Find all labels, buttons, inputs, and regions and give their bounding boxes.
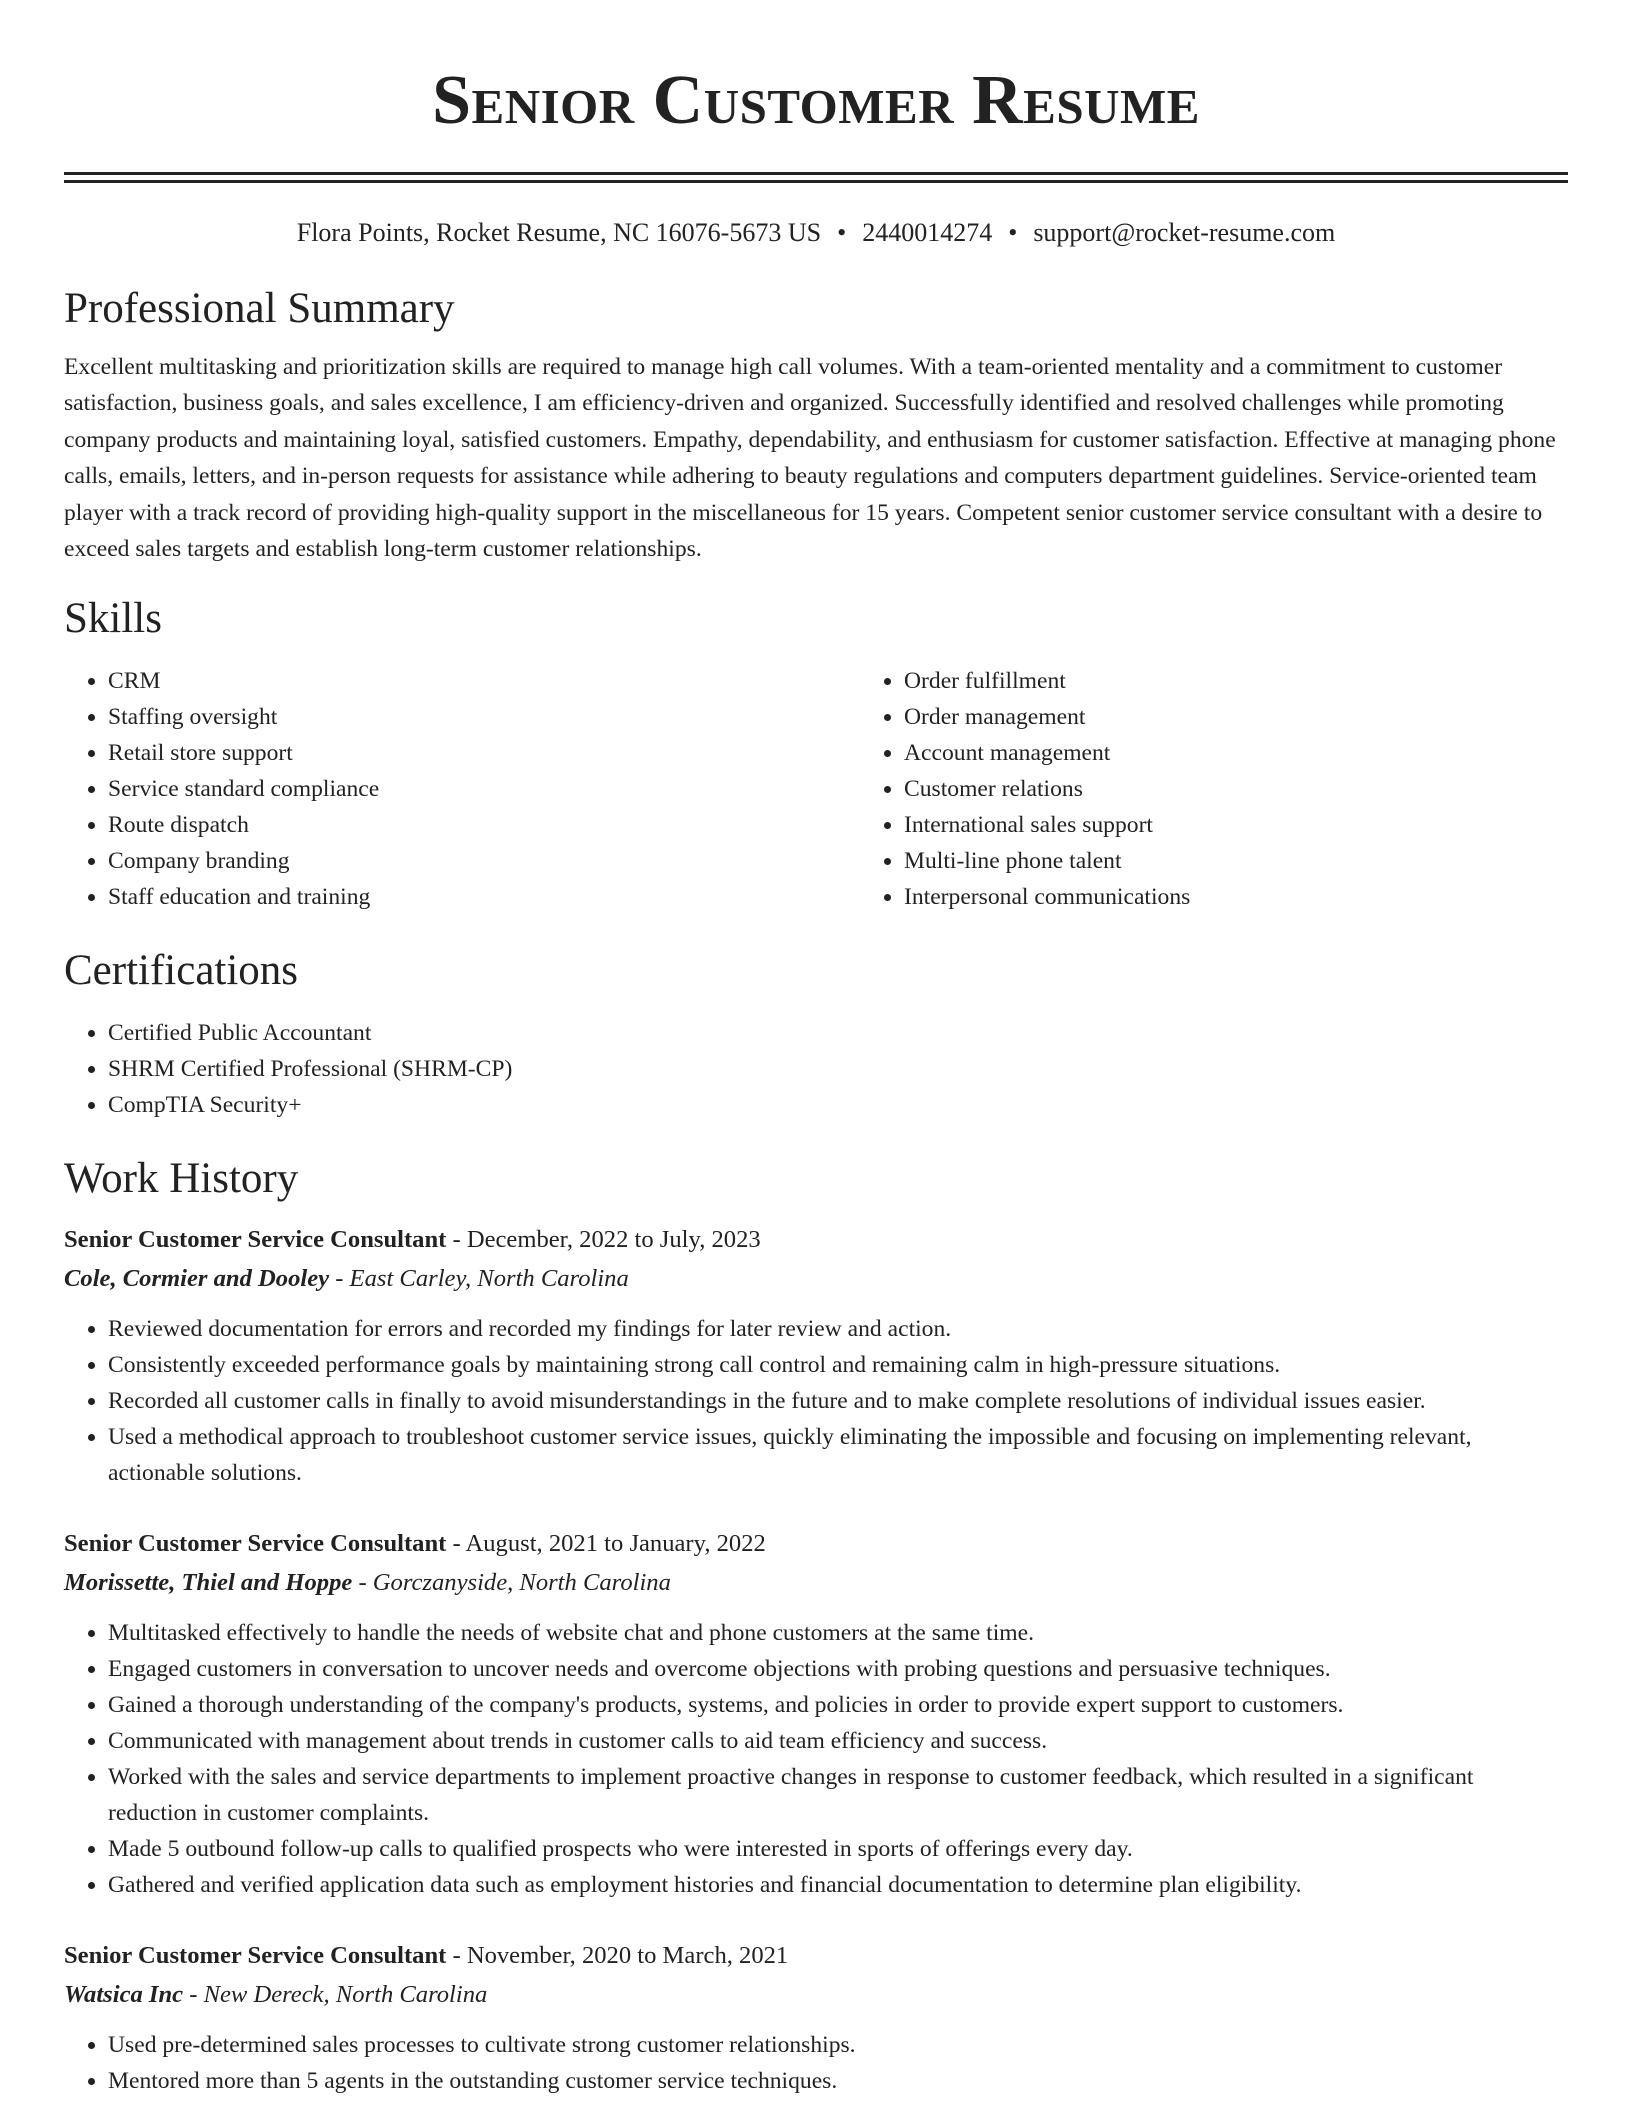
job-dates: - August, 2021 to January, 2022 <box>446 1530 766 1558</box>
skill-item: • CRM <box>108 663 860 699</box>
job-company: Watsica Inc <box>64 1981 184 2009</box>
certification-item: • SHRM Certified Professional (SHRM-CP) <box>108 1051 1568 1087</box>
skill-item: • Company branding <box>108 843 860 879</box>
job-dates: - November, 2020 to March, 2021 <box>446 1942 789 1970</box>
skills-list-right <box>860 663 1632 915</box>
job-company-line <box>64 1975 1568 2015</box>
job-bullets <box>64 1311 1568 1491</box>
job-entry <box>64 1937 1568 2099</box>
contact-phone: 2440014274 <box>862 218 993 247</box>
contact-email: support@rocket-resume.com <box>1033 218 1336 247</box>
title-double-rule <box>64 172 1568 183</box>
job-title-line <box>64 1221 1568 1259</box>
job-bullet: • Engaged customers in conversation to uncover needs and overcome objections with probing questions and persuasive techniques. <box>108 1651 1568 1687</box>
job-bullet: • Recorded all customer calls in finally to avoid misunderstandings in the future and to make complete resolutions of individual issues easier. <box>108 1383 1568 1419</box>
job-bullet: • Gained a thorough understanding of the company's products, systems, and policies in order to provide expert support to customers. <box>108 1687 1568 1723</box>
job-bullet: • Gathered and verified application data such as employment histories and financial documentation to determine plan eligibility. <box>108 1867 1568 1903</box>
job-dates: - December, 2022 to July, 2023 <box>446 1226 761 1254</box>
job-title: Senior Customer Service Consultant <box>64 1942 447 1970</box>
skill-item: • Order fulfillment <box>904 663 1632 699</box>
job-location: - New Dereck, North Carolina <box>183 1981 488 2009</box>
summary-text: Excellent multitasking and prioritization skills are required to manage high call volumes. With a team-oriented mentality and a commitment to customer satisfaction, business goals, and sales excellence, I am efficiency-driven and organized. Successfully identified and resolved challenges while promoting company products and maintaining loyal, satisfied customers. Empathy, dependability, and enthusiasm for customer satisfaction. Effective at managing phone calls, emails, letters, and in-person requests for assistance while adhering to beauty regulations and computers department guidelines. Service-oriented team player with a track record of providing high-quality support in the miscellaneous for 15 years. Competent senior customer service consultant with a desire to exceed sales targets and establish long-term customer relationships. <box>64 354 1556 563</box>
job-entry <box>64 1525 1568 1903</box>
job-bullets <box>64 2027 1568 2099</box>
skill-item: • Route dispatch <box>108 807 860 843</box>
job-bullets <box>64 1615 1568 1903</box>
job-bullet: • Used a methodical approach to troubleshoot customer service issues, quickly eliminating the impossible and focusing on implementing relevant, actionable solutions. <box>108 1419 1568 1491</box>
job-bullet: • Made 5 outbound follow-up calls to qualified prospects who were interested in sports of offerings every day. <box>108 1831 1568 1867</box>
job-bullet: • Communicated with management about trends in customer calls to aid team efficiency and success. <box>108 1723 1568 1759</box>
job-title: Senior Customer Service Consultant <box>64 1530 447 1558</box>
contact-separator: • <box>1008 218 1018 247</box>
skill-item: • Multi-line phone talent <box>904 843 1632 879</box>
job-bullet: • Mentored more than 5 agents in the outstanding customer service techniques. <box>108 2063 1568 2099</box>
summary-heading: Professional Summary <box>64 285 455 332</box>
skill-item: • Customer relations <box>904 771 1632 807</box>
job-company-line <box>64 1563 1568 1603</box>
skills-heading: Skills <box>64 595 162 643</box>
skills-columns <box>64 663 1568 915</box>
contact-address: Flora Points, Rocket Resume, NC 16076-5673 US <box>296 218 822 247</box>
job-bullet: • Reviewed documentation for errors and recorded my findings for later review and action. <box>108 1311 1568 1347</box>
skill-item: • Staffing oversight <box>108 699 860 735</box>
work-history-heading: Work History <box>64 1155 299 1203</box>
contact-separator: • <box>837 218 847 247</box>
skill-item: • Staff education and training <box>108 879 860 915</box>
job-company-line <box>64 1259 1568 1299</box>
job-title-line <box>64 1525 1568 1563</box>
skills-list-left <box>64 663 860 915</box>
skill-item: • Interpersonal communications <box>904 879 1632 915</box>
skill-item: • Account management <box>904 735 1632 771</box>
job-bullet: • Worked with the sales and service departments to implement proactive changes in response to customer feedback, which resulted in a significant reduction in customer complaints. <box>108 1759 1568 1831</box>
skill-item: • International sales support <box>904 807 1632 843</box>
skill-item: • Order management <box>904 699 1632 735</box>
job-title: Senior Customer Service Consultant <box>64 1226 447 1254</box>
job-company: Cole, Cormier and Dooley <box>64 1265 330 1293</box>
job-location: - East Carley, North Carolina <box>329 1265 629 1293</box>
contact-line <box>64 217 1568 249</box>
job-bullet: • Consistently exceeded performance goals by maintaining strong call control and remaining calm in high-pressure situations. <box>108 1347 1568 1383</box>
certification-item: • Certified Public Accountant <box>108 1015 1568 1051</box>
job-bullet: • Multitasked effectively to handle the needs of website chat and phone customers at the same time. <box>108 1615 1568 1651</box>
job-entry <box>64 1221 1568 1491</box>
job-title-line <box>64 1937 1568 1975</box>
skill-item: • Retail store support <box>108 735 860 771</box>
job-bullet: • Used pre-determined sales processes to cultivate strong customer relationships. <box>108 2027 1568 2063</box>
resume-title: Senior Customer Resume <box>432 62 1200 139</box>
certifications-list <box>64 1015 1568 1123</box>
job-company: Morissette, Thiel and Hoppe <box>64 1569 353 1597</box>
certifications-heading: Certifications <box>64 947 299 995</box>
job-location: - Gorczanyside, North Carolina <box>352 1569 671 1597</box>
skill-item: • Service standard compliance <box>108 771 860 807</box>
certification-item: • CompTIA Security+ <box>108 1087 1568 1123</box>
